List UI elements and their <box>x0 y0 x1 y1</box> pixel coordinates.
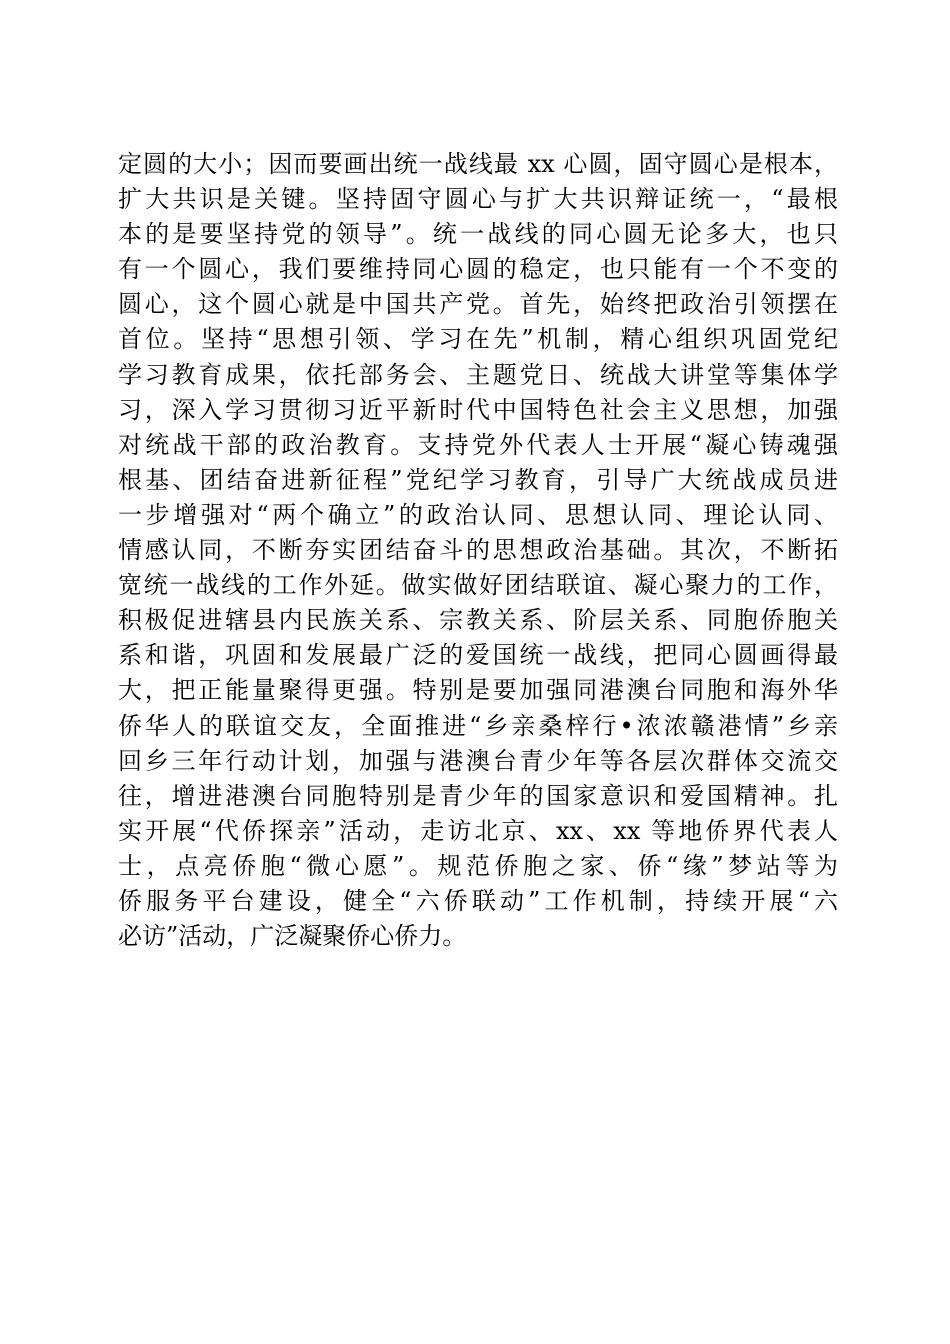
text-line: 情感认同，不断夯实团结奋斗的思想政治基础。其次，不断拓 <box>118 536 838 565</box>
text-line: 大，把正能量聚得更强。特别是要加强同港澳台同胞和海外华 <box>118 676 838 705</box>
text-line: 侨服务平台建设，健全“六侨联动”工作机制，持续开展“六 <box>118 886 838 915</box>
text-line: 圆心，这个圆心就是中国共产党。首先，始终把政治引领摆在 <box>118 290 838 319</box>
text-line: 积极促进辖县内民族关系、宗教关系、阶层关系、同胞侨胞关 <box>118 606 838 635</box>
text-line: 扩大共识是关键。坚持固守圆心与扩大共识辩证统一，“最根 <box>118 185 838 214</box>
text-line: 士，点亮侨胞“微心愿”。规范侨胞之家、侨“缘”梦站等为 <box>118 851 838 880</box>
text-line: 首位。坚持“思想引领、学习在先”机制，精心组织巩固党纪 <box>118 325 838 354</box>
text-line: 对统战干部的政治教育。支持党外代表人士开展“凝心铸魂强 <box>118 430 838 459</box>
text-line: 根基、团结奋进新征程”党纪学习教育，引导广大统战成员进 <box>118 465 838 494</box>
text-line: 一步增强对“两个确立”的政治认同、思想认同、理论认同、 <box>118 500 838 529</box>
text-line: 宽统一战线的工作外延。做实做好团结联谊、凝心聚力的工作， <box>118 571 838 600</box>
text-line: 定圆的大小；因而要画出统一战线最 xx 心圆，固守圆心是根本， <box>118 150 838 178</box>
text-line: 回乡三年行动计划，加强与港澳台青少年等各层次群体交流交 <box>118 746 838 775</box>
text-line: 有一个圆心，我们要维持同心圆的稳定，也只能有一个不变的 <box>118 255 838 284</box>
text-line: 习，深入学习贯彻习近平新时代中国特色社会主义思想，加强 <box>118 395 838 424</box>
text-line: 往，增进港澳台同胞特别是青少年的国家意识和爱国精神。扎 <box>118 781 838 810</box>
text-line: 侨华人的联谊交友，全面推进“乡亲桑梓行•浓浓赣港情”乡亲 <box>118 711 838 740</box>
text-line: 本的是要坚持党的领导”。统一战线的同心圆无论多大，也只 <box>118 220 838 249</box>
text-line: 必访”活动，广泛凝聚侨心侨力。 <box>118 922 467 951</box>
body-paragraph <box>118 147 838 954</box>
text-line: 系和谐，巩固和发展最广泛的爱国统一战线，把同心圆画得最 <box>118 641 838 670</box>
text-line: 实开展“代侨探亲”活动，走访北京、xx、xx 等地侨界代表人 <box>118 816 838 845</box>
text-line: 学习教育成果，依托部务会、主题党日、统战大讲堂等集体学 <box>118 360 838 389</box>
